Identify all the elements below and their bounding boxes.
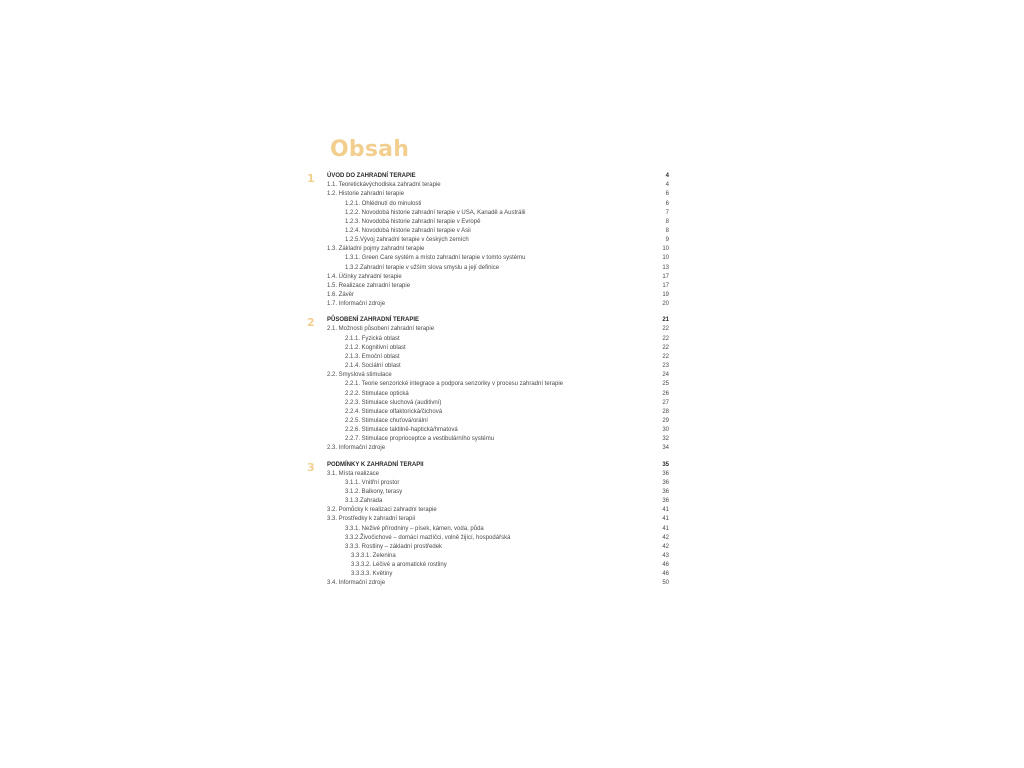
toc-chapter-heading-page-number: 21 [662, 317, 669, 324]
toc-entry-page-number: 22 [662, 326, 669, 333]
toc-entry-page-number: 41 [662, 525, 669, 532]
toc-entry [0, 300, 1024, 309]
toc-entry [0, 380, 1024, 389]
toc-entry [0, 479, 1024, 488]
toc-entry-page-number: 10 [662, 255, 669, 262]
toc-entry-page-number: 34 [662, 445, 669, 452]
toc-entry-title: 2.2. Smyslová stimulace [327, 372, 392, 379]
toc-entry [0, 273, 1024, 282]
toc-entry-page-number: 17 [662, 273, 669, 280]
toc-entry-page-number: 42 [662, 534, 669, 541]
toc-entry-title: 2.2.2. Stimulace optická [345, 390, 409, 397]
toc-entry-page-number: 25 [662, 381, 669, 388]
toc-entry [0, 515, 1024, 524]
toc-entry [0, 353, 1024, 362]
toc-entry-page-number: 46 [662, 571, 669, 578]
toc-chapter-heading-title: ÚVOD DO ZAHRADNÍ TERAPIE [327, 173, 416, 179]
toc-entry-page-number: 22 [662, 335, 669, 342]
toc-entry-page-number: 20 [662, 301, 669, 308]
toc-entry-title: 2.1.1. Fyzická oblast [345, 335, 400, 342]
toc-entry-page-number: 41 [662, 507, 669, 514]
toc-entry-page-number: 28 [662, 408, 669, 415]
toc-entry-page-number: 19 [662, 292, 669, 298]
toc-entry-title: 2.2.6. Stimulace taktilně-haptická/hmatová [345, 427, 458, 434]
toc-entry-title: 1.2.3. Novodobá historie zahradní terapie v Evropě [345, 218, 481, 225]
toc-entry [0, 570, 1024, 579]
toc-entry-page-number: 27 [662, 399, 669, 406]
toc-entry [0, 426, 1024, 435]
toc-entry-page-number: 42 [662, 543, 669, 550]
toc-entry-title: 2.1. Možnosti působení zahradní terapie [327, 326, 435, 333]
toc-entry-page-number: 50 [662, 580, 669, 587]
toc-entry [0, 227, 1024, 236]
toc-entry-title: 1.4. Účinky zahradní terapie [327, 273, 402, 280]
toc-chapter-heading-title: PŮSOBENÍ ZAHRADNÍ TERAPIE [327, 317, 420, 324]
toc-entry [0, 190, 1024, 199]
toc-entry-page-number: 43 [662, 553, 669, 559]
toc-chapter-heading-page-number: 35 [662, 461, 669, 468]
toc-entry-page-number: 4 [665, 182, 669, 189]
toc-entry-title: 1.7. Informační zdroje [327, 301, 386, 308]
toc-entry [0, 245, 1024, 254]
toc-entry-title: 3.3.3.2. Léčivé a aromatické rostliny [351, 562, 447, 569]
toc-chapter-heading [0, 461, 1024, 470]
toc-entry [0, 362, 1024, 371]
toc-entry-title: 1.3.2.Zahradní terapie v užším slova smyslu a její definice [345, 264, 500, 271]
toc-entry-page-number: 6 [665, 200, 669, 207]
toc-entry-title: 3.1.3.Zahrada [345, 498, 383, 505]
toc-entry-page-number: 8 [665, 218, 669, 225]
toc-chapter-heading [0, 172, 1024, 181]
toc-entry-title: 2.2.7. Stimulace proprioceptce a vestibulárního systému [345, 436, 495, 443]
toc-entry-page-number: 17 [662, 282, 669, 289]
toc-entry-page-number: 36 [662, 470, 669, 477]
toc-entry-page-number: 36 [662, 498, 669, 505]
toc-entry-page-number: 6 [665, 191, 669, 198]
toc-entry [0, 399, 1024, 408]
toc-entry-page-number: 29 [662, 417, 669, 424]
toc-entry [0, 209, 1024, 218]
toc-entry-title: 2.2.3. Stimulace sluchová (auditivní) [345, 399, 442, 406]
toc-entry-page-number: 13 [662, 264, 669, 271]
toc-entry-page-number: 22 [662, 353, 669, 360]
toc-entry [0, 200, 1024, 209]
toc-entry-title: 1.3.1. Green Care systém a místo zahradní terapie v tomto systému [345, 255, 526, 262]
toc-entry-title: 3.4. Informační zdroje [327, 580, 386, 587]
toc-entry [0, 534, 1024, 543]
toc-entry-title: 1.1. Teoretickávýchodiska zahradní terapie [327, 182, 441, 189]
toc-entry-page-number: 22 [662, 344, 669, 351]
toc-entry-title: 3.1.2. Balkony, terasy [345, 488, 403, 495]
toc-entry [0, 371, 1024, 380]
toc-entry [0, 579, 1024, 588]
toc-entry-title: 2.2.5. Stimulace chuťová/orální [345, 417, 428, 424]
toc-entry [0, 488, 1024, 497]
toc-entry-title: 3.2. Pomůcky k realizaci zahradní terapie [327, 507, 437, 514]
toc-entry-title: 1.2.5.Vývoj zahradní terapie v českých zemích [345, 237, 469, 243]
toc-entry-title: 3.3.3.3. Květiny [351, 571, 393, 578]
toc-entry-page-number: 41 [662, 516, 669, 523]
toc-entry-title: 3.3.2.Živočichové – domácí mazlíčci, volně žijící, hospodářská [345, 534, 511, 541]
toc-entry-title: 3.3. Prostředky k zahradní terapii [327, 516, 416, 523]
toc-entry [0, 417, 1024, 426]
toc-entry-title: 1.2.1. Ohlédnutí do minulosti [345, 200, 422, 207]
toc-entry-title: 2.3. Informační zdroje [327, 445, 386, 452]
page-title: Obsah [330, 137, 410, 162]
toc-entry [0, 264, 1024, 273]
toc-entry-title: 3.3.1. Neživé přírodniny – písek, kámen, voda, půda [345, 525, 484, 532]
toc-entry-title: 2.1.4. Sociální oblast [345, 363, 401, 369]
toc-entry-page-number: 10 [662, 246, 669, 253]
toc-entry-page-number: 30 [662, 427, 669, 434]
toc-entry-page-number: 32 [662, 436, 669, 443]
toc-entry [0, 291, 1024, 300]
chapter-number: 1 [307, 172, 315, 185]
toc-entry [0, 561, 1024, 570]
toc-entry-title: 2.1.3. Emoční oblast [345, 353, 400, 360]
toc-entry [0, 506, 1024, 515]
toc-entry-page-number: 23 [662, 363, 669, 369]
toc-entry-page-number: 46 [662, 562, 669, 569]
toc-entry-title: 1.5. Realizace zahradní terapie [327, 282, 411, 289]
toc-entry [0, 470, 1024, 479]
toc-entry-title: 2.2.1. Teorie senzorické integrace a podpora senzoriky v procesu zahradní terapie [345, 381, 564, 388]
toc-entry [0, 236, 1024, 245]
toc-entry [0, 525, 1024, 534]
toc-entry-page-number: 8 [665, 227, 669, 234]
toc-entry-title: 3.1.1. Vnitřní prostor [345, 479, 400, 486]
toc-entry-page-number: 36 [662, 488, 669, 495]
toc-entry-page-number: 7 [665, 209, 669, 216]
toc-entry-title: 3.1. Místa realizace [327, 470, 380, 477]
chapter-number: 2 [307, 316, 315, 330]
toc-entry-title: 2.1.2. Kognitivní oblast [345, 344, 406, 351]
toc-entry [0, 344, 1024, 353]
toc-entry-title: 1.2. Historie zahradní terapie [327, 191, 405, 198]
toc-entry-page-number: 26 [662, 390, 669, 397]
toc-entry-title: 3.3.3.1. Zelenina [351, 553, 396, 559]
toc-entry-title: 3.3.3. Rostliny – základní prostředek [345, 543, 443, 550]
toc-entry-page-number: 9 [665, 237, 669, 243]
toc-entry-page-number: 24 [662, 372, 669, 379]
toc-entry [0, 335, 1024, 344]
toc-entry-title: 1.3. Základní pojmy zahradní terapie [327, 246, 425, 253]
toc-entry [0, 552, 1024, 561]
toc-entry-title: 1.2.4. Novodobá historie zahradní terapie v Asii [345, 227, 471, 234]
toc-entry [0, 282, 1024, 291]
toc-entry [0, 181, 1024, 190]
toc-chapter-heading-page-number: 4 [665, 173, 669, 179]
toc-chapter-heading-title: PODMÍNKY K ZAHRADNÍ TERAPII [327, 461, 424, 468]
toc-entry [0, 543, 1024, 552]
toc-entry [0, 218, 1024, 227]
toc-entry-title: 1.2.2. Novodobá historie zahradní terapie v USA, Kanadě a Austrálii [345, 209, 526, 216]
toc-entry [0, 390, 1024, 399]
toc-entry-page-number: 36 [662, 479, 669, 486]
toc-entry [0, 325, 1024, 334]
toc-entry-title: 1.6. Závěr [327, 292, 355, 298]
toc-entry [0, 435, 1024, 444]
toc-entry-title: 2.2.4. Stimulace olfaktorická/čichová [345, 408, 443, 415]
toc-chapter-heading [0, 316, 1024, 325]
toc-entry [0, 254, 1024, 263]
toc-entry [0, 497, 1024, 506]
chapter-number: 3 [307, 460, 315, 474]
toc-entry [0, 408, 1024, 417]
toc-entry [0, 444, 1024, 453]
